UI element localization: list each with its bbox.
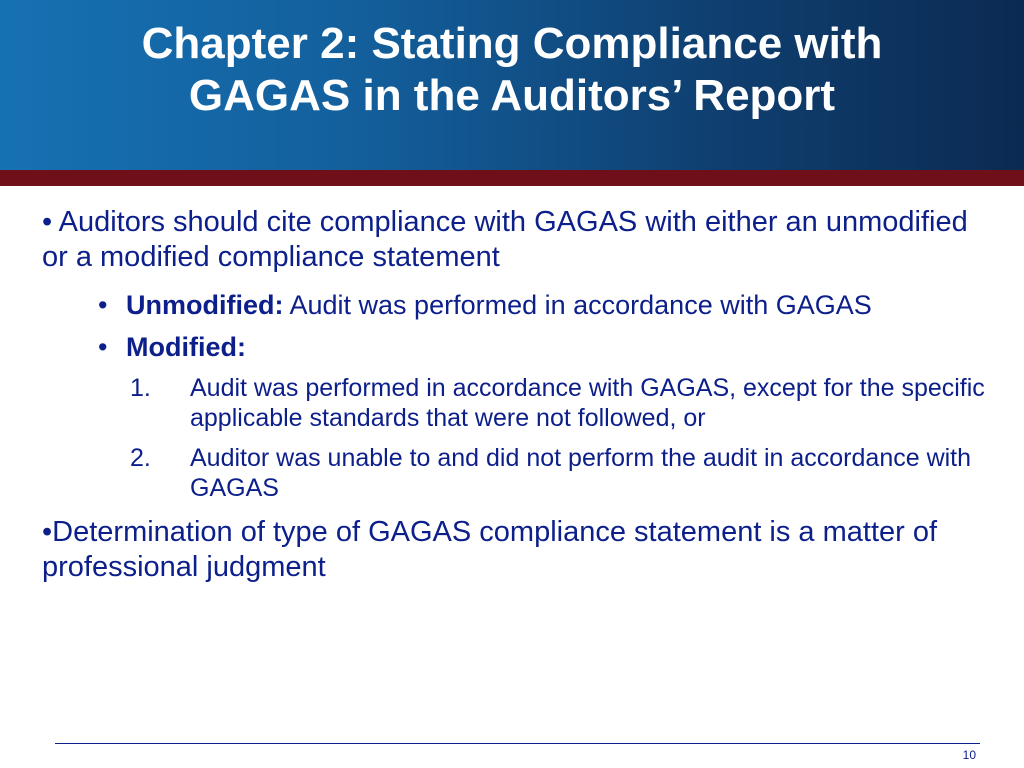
- modified-label: Modified:: [126, 332, 246, 362]
- unmodified-label: Unmodified:: [126, 290, 284, 320]
- item-text: Audit was performed in accordance with GAGAS, except for the specific applicable standards that were not followed, or: [190, 374, 985, 432]
- item-number: 1.: [130, 374, 151, 402]
- bullet-cite-compliance: • Auditors should cite compliance with GAGAS with either an unmodified or a modified compliance statement: [42, 206, 968, 273]
- slide-title-line-2: GAGAS in the Auditors’ Report: [188, 71, 836, 120]
- accent-band: [0, 170, 1024, 186]
- title-banner: [0, 0, 1024, 170]
- item-text: Auditor was unable to and did not perform the audit in accordance with GAGAS: [190, 444, 972, 502]
- slide-title: [0, 18, 1024, 122]
- item-number: 2.: [130, 444, 151, 472]
- bullet-unmodified: [42, 289, 992, 321]
- bullet-modified: [42, 331, 992, 363]
- unmodified-text: Audit was performed in accordance with GAGAS: [283, 290, 872, 320]
- slide-title-line-1: Chapter 2: Stating Compliance with: [141, 19, 883, 68]
- slide-body: [42, 205, 992, 599]
- modified-item-1: [42, 373, 992, 433]
- footer-divider: [55, 743, 980, 744]
- page-number: 10: [962, 748, 976, 762]
- modified-item-2: [42, 443, 992, 503]
- bullet-marker: •: [98, 290, 108, 320]
- bullet-marker: •: [98, 332, 108, 362]
- bullet-determination: •Determination of type of GAGAS compliance statement is a matter of professional judgment: [42, 516, 938, 583]
